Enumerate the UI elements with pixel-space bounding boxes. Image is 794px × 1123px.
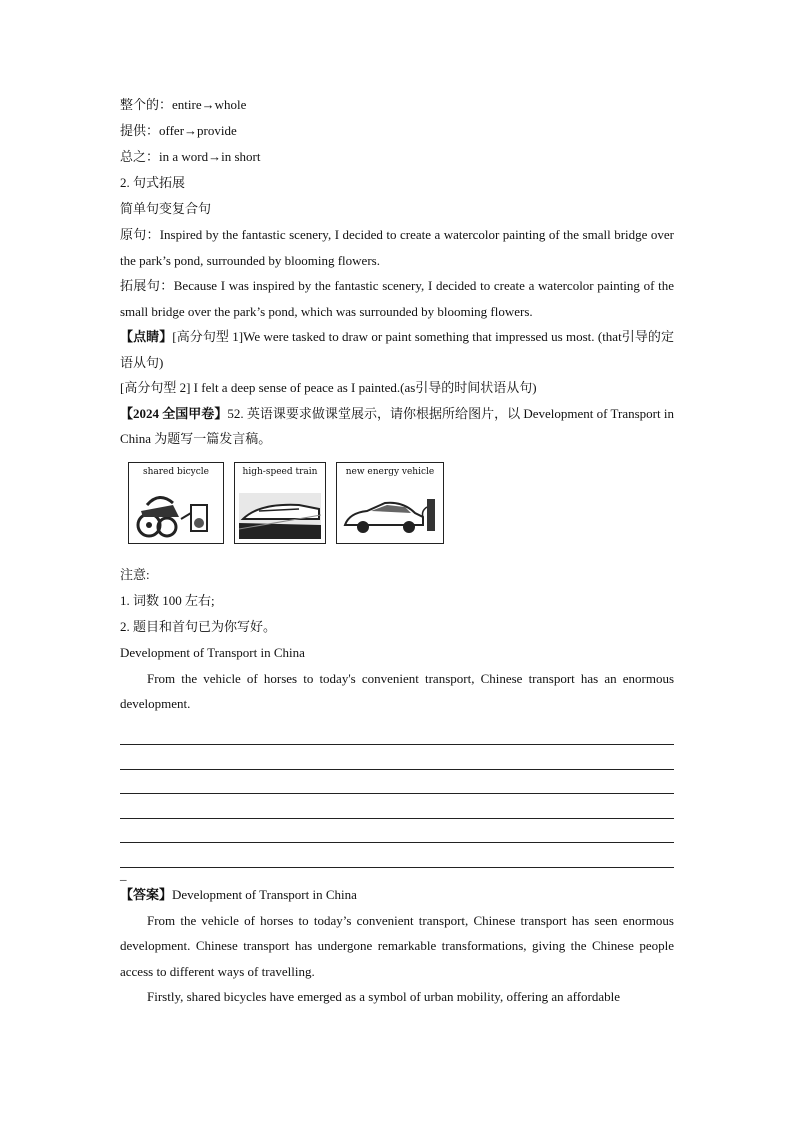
picture-caption: new energy vehicle <box>345 466 435 477</box>
picture-caption: high-speed train <box>242 466 318 477</box>
note-given-start: 2. 题目和首句已为你写好。 <box>120 618 277 634</box>
high-speed-train-picture <box>234 462 326 544</box>
extended-sentence <box>120 273 674 324</box>
tip-sentence-2: [高分句型 2] I felt a deep sense of peace as I painted.(as引导的时间状语从句) <box>120 380 537 395</box>
carriage-bicycle-icon <box>133 483 219 539</box>
subsection-heading: 简单句变复合句 <box>120 201 212 216</box>
answer-blank-line[interactable] <box>120 794 674 819</box>
train-icon <box>239 485 321 539</box>
exam-text: 52. 英语课要求做课堂展示，请你根据所给图片，以 Development of Transport in China 为题写一篇发言稿。 <box>120 405 674 446</box>
notes-title: 注意: <box>120 566 150 582</box>
answer-heading <box>120 882 674 908</box>
exam-question <box>120 401 674 452</box>
answer-paragraph-2: Firstly, shared bicycles have emerged as a symbol of urban mobility, offering an affordable <box>147 989 621 1004</box>
answer-title: Development of Transport in China <box>172 886 357 902</box>
answer-label: 【答案】 <box>120 886 173 902</box>
answer-paragraph-1: From the vehicle of horses to today’s convenient transport, Chinese transport has seen enormous development. Chinese transport has undergone remarkable transformations, giving the Chinese people access to different ways of travelling. <box>120 912 674 979</box>
vocab-line-in-short: 总之：in a word→in short <box>120 149 261 164</box>
essay-first-sentence: From the vehicle of horses to today's convenient transport, Chinese transport has an enormous development. <box>120 670 674 711</box>
answer-blank-line[interactable] <box>120 745 674 770</box>
tip-text-1: [高分句型 1]We were tasked to draw or paint something that impressed us most. (that引导的定语从句) <box>120 329 674 370</box>
answer-blank-line[interactable] <box>120 770 674 795</box>
tip-sentence-1 <box>120 324 674 375</box>
transport-pictures <box>128 462 674 544</box>
section-heading: 2. 句式拓展 <box>120 175 186 190</box>
original-text: Inspired by the fantastic scenery, I decided to create a watercolor painting of the small bridge over the park’s pond, surrounded by blooming flowers. <box>120 227 674 268</box>
essay-title: Development of Transport in China <box>120 644 305 660</box>
trailing-underscore: _ <box>120 866 127 882</box>
vocab-line-provide: 提供：offer→provide <box>120 123 237 138</box>
tip-label: 【点睛】 <box>120 329 173 344</box>
document-page <box>120 92 674 1010</box>
vocab-line-whole: 整个的：entire→whole <box>120 97 247 112</box>
note-word-count: 1. 词数 100 左右; <box>120 592 215 608</box>
answer-blank-line[interactable] <box>120 843 674 868</box>
new-energy-vehicle-picture <box>336 462 444 544</box>
answer-blank-line[interactable] <box>120 819 674 844</box>
exam-label: 【2024 全国甲卷】 <box>120 405 228 421</box>
extended-label: 拓展句： <box>120 278 174 293</box>
extended-text: Because I was inspired by the fantastic scenery, I decided to create a watercolor painting of the small bridge over the park’s pond, which was surrounded by blooming flowers. <box>120 278 674 319</box>
car-icon <box>341 485 439 539</box>
shared-bicycle-picture <box>128 462 224 544</box>
picture-caption: shared bicycle <box>142 466 210 477</box>
original-label: 原句： <box>120 227 160 242</box>
original-sentence <box>120 222 674 273</box>
answer-blank-line[interactable] <box>120 721 674 746</box>
